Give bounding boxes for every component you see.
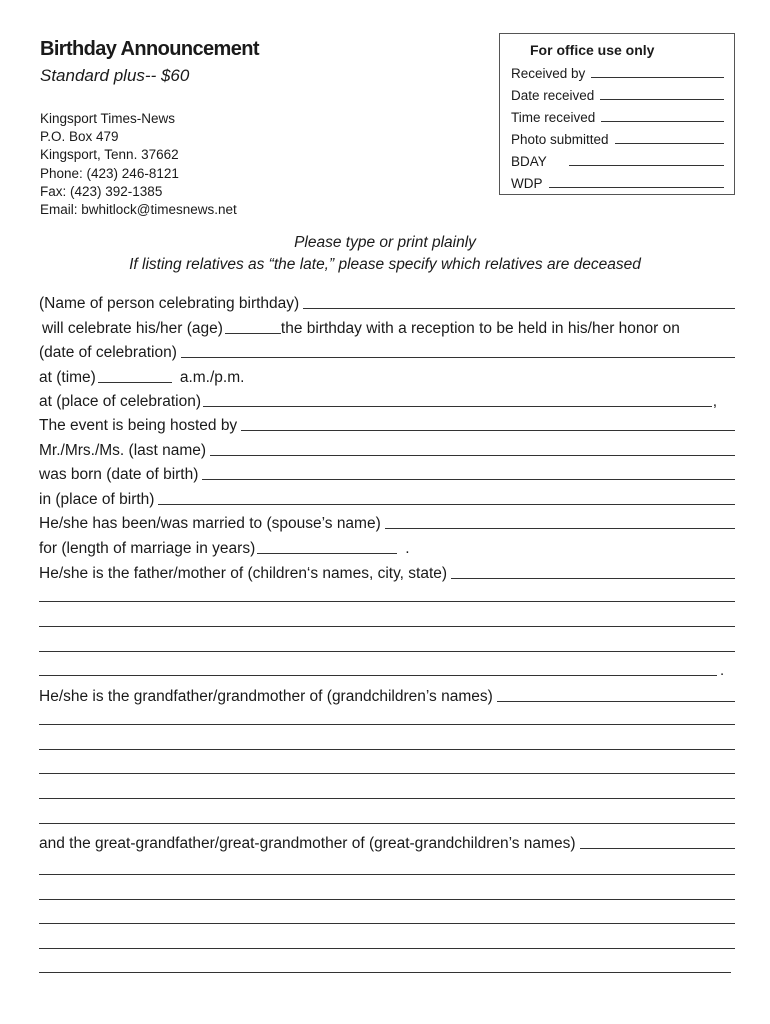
form-title: Birthday Announcement xyxy=(40,38,259,60)
office-field-line[interactable] xyxy=(601,121,724,122)
address-line: Kingsport Times-News xyxy=(40,111,176,126)
great-grandchildren-continuation-line[interactable] xyxy=(39,923,735,924)
age-row xyxy=(39,316,735,338)
grandchildren-continuation-line[interactable] xyxy=(39,823,735,824)
address-line: Fax: (423) 392-1385 xyxy=(40,183,163,199)
office-field-date-received xyxy=(511,85,724,103)
instructions-line-2: If listing relatives as “the late,” please specify which relatives are deceased xyxy=(129,256,641,273)
address-line: P.O. Box 479 xyxy=(40,129,119,145)
children-continuation-line[interactable] xyxy=(39,601,735,602)
children-end-period: . xyxy=(720,662,725,679)
grandchildren-continuation-line[interactable] xyxy=(39,749,735,750)
office-field-line[interactable] xyxy=(549,187,725,188)
birthplace-row xyxy=(39,487,735,509)
great-grandchildren-continuation-line[interactable] xyxy=(39,972,731,973)
great-grandchildren-row xyxy=(39,831,735,853)
office-field-label: Photo submitted xyxy=(511,132,609,147)
birthdate-row xyxy=(39,462,735,484)
name-row xyxy=(39,291,735,313)
great-grandchildren-continuation-line[interactable] xyxy=(39,874,735,875)
spouse-row xyxy=(39,511,735,533)
grandchildren-label: He/she is the grandfather/grandmother of (grandchildren’s names) xyxy=(39,688,493,705)
grandchildren-continuation-line[interactable] xyxy=(39,773,735,774)
time-suffix-label: a.m./p.m. xyxy=(179,369,245,386)
office-field-photo-submitted xyxy=(511,129,724,147)
name-field[interactable] xyxy=(303,308,735,309)
address-line: Email: bwhitlock@timesnews.net xyxy=(40,202,237,218)
office-field-bday xyxy=(511,151,724,169)
office-field-label: Time received xyxy=(511,110,596,125)
age-field[interactable] xyxy=(225,333,281,334)
marriage-length-row xyxy=(39,536,735,558)
contact-address xyxy=(40,110,237,219)
birthplace-label: in (place of birth) xyxy=(39,491,155,508)
great-grandchildren-continuation-line[interactable] xyxy=(39,899,735,900)
grandchildren-row xyxy=(39,684,735,706)
time-row xyxy=(39,365,735,387)
office-field-label: Date received xyxy=(511,88,595,103)
birthplace-field[interactable] xyxy=(158,504,735,505)
address-line: Phone: (423) 246-8121 xyxy=(40,165,179,181)
age-suffix-label: the birthday with a reception to be held in his/her honor on xyxy=(280,320,680,337)
hosted-field[interactable] xyxy=(241,430,735,431)
office-field-line[interactable] xyxy=(591,77,724,78)
place-label: at (place of celebration) xyxy=(39,393,201,410)
office-field-line[interactable] xyxy=(569,165,724,166)
date-row xyxy=(39,340,735,362)
spouse-field[interactable] xyxy=(385,528,735,529)
children-label: He/she is the father/mother of (children‘s names, city, state) xyxy=(39,565,448,582)
spouse-label: He/she has been/was married to (spouse’s name) xyxy=(39,515,381,532)
office-field-wdp xyxy=(511,173,724,191)
grandchildren-continuation-line[interactable] xyxy=(39,724,735,725)
grandchildren-continuation-line[interactable] xyxy=(39,798,735,799)
grandchildren-field[interactable] xyxy=(497,701,735,702)
date-field[interactable] xyxy=(181,357,735,358)
time-field[interactable] xyxy=(98,382,172,383)
place-row xyxy=(39,389,735,411)
marriage-length-label: for (length of marriage in years) xyxy=(39,540,256,557)
lastname-label: Mr./Mrs./Ms. (last name) xyxy=(39,442,207,459)
office-field-label: BDAY xyxy=(511,154,547,169)
lastname-field[interactable] xyxy=(210,455,735,456)
children-continuation-line[interactable] xyxy=(39,675,717,676)
marriage-length-field[interactable] xyxy=(257,553,397,554)
office-field-line[interactable] xyxy=(615,143,724,144)
children-continuation-line[interactable] xyxy=(39,651,735,652)
age-label: will celebrate his/her (age) xyxy=(42,320,223,337)
instructions-line-1: Please type or print plainly xyxy=(294,234,476,251)
office-field-time-received xyxy=(511,107,724,125)
great-grandchildren-field[interactable] xyxy=(580,848,736,849)
lastname-row xyxy=(39,438,735,460)
name-label: (Name of person celebrating birthday) xyxy=(39,295,300,312)
hosted-row xyxy=(39,413,735,435)
children-row xyxy=(39,561,735,583)
great-grandchildren-label: and the great-grandfather/great-grandmother of (great-grandchildren’s names) xyxy=(39,835,576,852)
great-grandchildren-continuation-line[interactable] xyxy=(39,948,735,949)
marriage-length-period: . xyxy=(405,540,410,557)
birthdate-field[interactable] xyxy=(202,479,735,480)
address-line: Kingsport, Tenn. 37662 xyxy=(40,147,179,163)
office-use-box xyxy=(499,33,735,195)
time-label: at (time) xyxy=(39,369,96,386)
birthdate-label: was born (date of birth) xyxy=(39,466,199,483)
hosted-label: The event is being hosted by xyxy=(39,417,238,434)
children-continuation-line[interactable] xyxy=(39,626,735,627)
form-subtitle: Standard plus-- $60 xyxy=(40,66,190,85)
office-field-line[interactable] xyxy=(600,99,724,100)
office-field-received-by xyxy=(511,63,724,81)
place-field[interactable] xyxy=(203,406,712,407)
office-use-title: For office use only xyxy=(530,42,655,58)
office-field-label: Received by xyxy=(511,66,586,81)
office-field-label: WDP xyxy=(511,176,543,191)
date-label: (date of celebration) xyxy=(39,344,177,361)
children-field[interactable] xyxy=(451,578,735,579)
place-end-comma: , xyxy=(712,393,717,410)
